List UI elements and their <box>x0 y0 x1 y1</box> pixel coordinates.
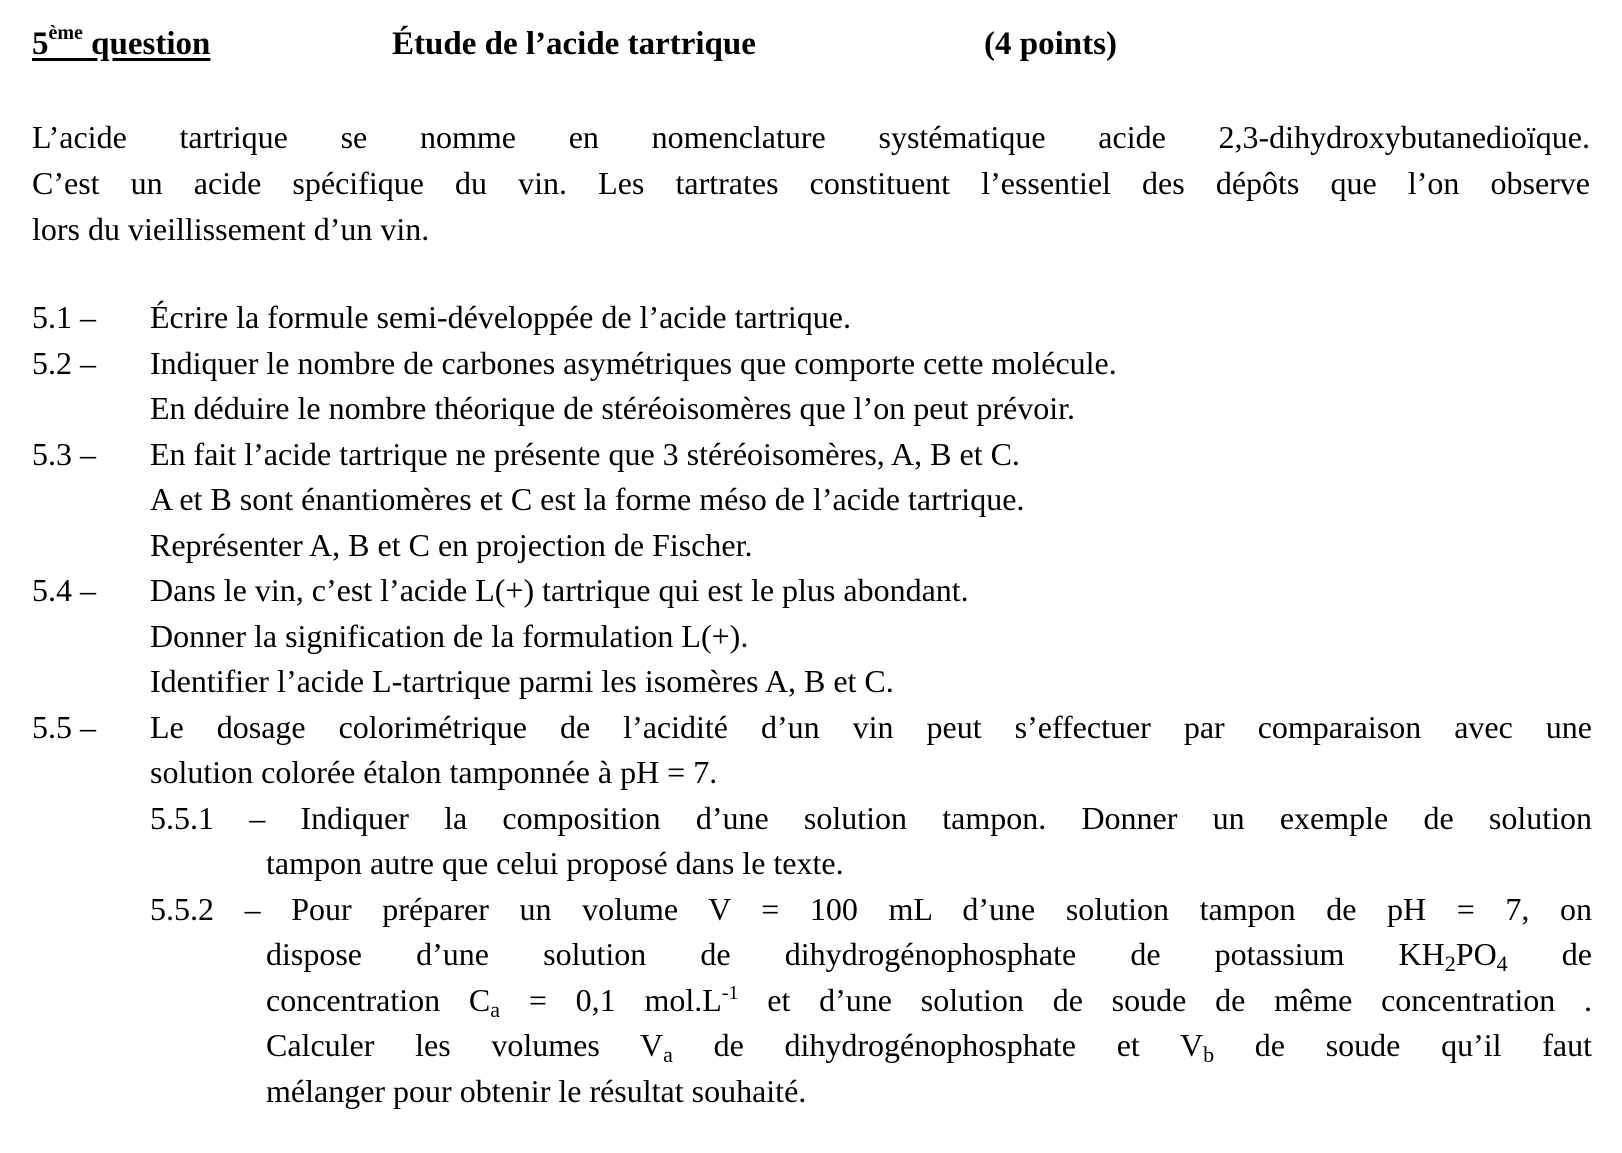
question-number: 5ème question <box>32 22 211 62</box>
intro-paragraph <box>32 114 1590 252</box>
subitem-line: 5.5.1 – Indiquer la composition d’une solution tampon. Donner un exemple de solution <box>150 799 1592 836</box>
item-5-3 <box>32 432 1592 569</box>
subitem-line: concentration $C_a = 0,1$ $mol.L^{-1}$ et d’une solution de soude de même concentration . <box>266 981 1593 1022</box>
item-5-5 <box>32 705 1592 1115</box>
subitem-line: mélanger pour obtenir le résultat souhaité. <box>266 1072 807 1109</box>
item-line: Écrire la formule semi-développée de l’acide tartrique. <box>150 299 851 335</box>
item-line: En fait l’acide tartrique ne présente que 3 stéréoisomères, A, B et C. <box>150 435 1020 472</box>
question-items <box>32 295 1592 1114</box>
subitem-5-5-2 <box>150 887 1592 1115</box>
item-number: 5.1 – <box>32 299 96 335</box>
subitem-5-5-1 <box>150 796 1592 887</box>
intro-line: L’acide tartrique se nomme en nomenclature systématique acide 2,3-dihydroxybutanedioïque. <box>32 119 1590 155</box>
item-number: 5.5 – <box>32 708 96 745</box>
subitem-line: dispose d’une solution de dihydrogénophosphate de potassium $KH_2PO_4$ de <box>266 936 1592 976</box>
subitem-line: 5.5.2 – Pour préparer un volume V = 100 mL d’une solution tampon de pH = 7, on <box>150 890 1592 927</box>
item-line: Le dosage colorimétrique de l’acidité d’un vin peut s’effectuer par comparaison avec une <box>150 708 1592 745</box>
item-line: En déduire le nombre théorique de stéréoisomères que l’on peut prévoir. <box>150 390 1076 426</box>
item-line: Identifier l’acide L-tartrique parmi les isomères A, B et C. <box>150 663 894 699</box>
item-5-1 <box>32 295 1592 341</box>
item-line: Représenter A, B et C en projection de Fischer. <box>150 526 753 563</box>
question-title: Étude de l’acide tartrique <box>392 26 756 62</box>
question-header <box>32 16 1592 76</box>
item-number: 5.2 – <box>32 344 96 381</box>
subitem-line: Calculer les volumes $V_a$ de dihydrogénophosphate et $V_b$ de soude qu’il faut <box>266 1027 1593 1067</box>
item-number: 5.3 – <box>32 435 96 472</box>
item-5-2 <box>32 341 1592 432</box>
item-line: A et B sont énantiomères et C est la forme méso de l’acide tartrique. <box>150 481 1025 517</box>
question-points: (4 points) <box>984 26 1117 62</box>
item-5-4 <box>32 568 1592 705</box>
item-line: Dans le vin, c’est l’acide L(+) tartrique qui est le plus abondant. <box>150 572 969 608</box>
item-number: 5.4 – <box>32 572 96 608</box>
intro-line: C’est un acide spécifique du vin. Les tartrates constituent l’essentiel des dépôts que l’on observe <box>32 165 1590 201</box>
subitem-line: tampon autre que celui proposé dans le texte. <box>266 845 844 881</box>
item-line: Indiquer le nombre de carbones asymétriques que comporte cette molécule. <box>150 344 1117 381</box>
item-line: Donner la signification de la formulation L(+). <box>150 617 749 654</box>
item-line: solution colorée étalon tamponnée à pH = 7. <box>150 754 718 790</box>
intro-line: lors du vieillissement d’un vin. <box>32 211 430 247</box>
